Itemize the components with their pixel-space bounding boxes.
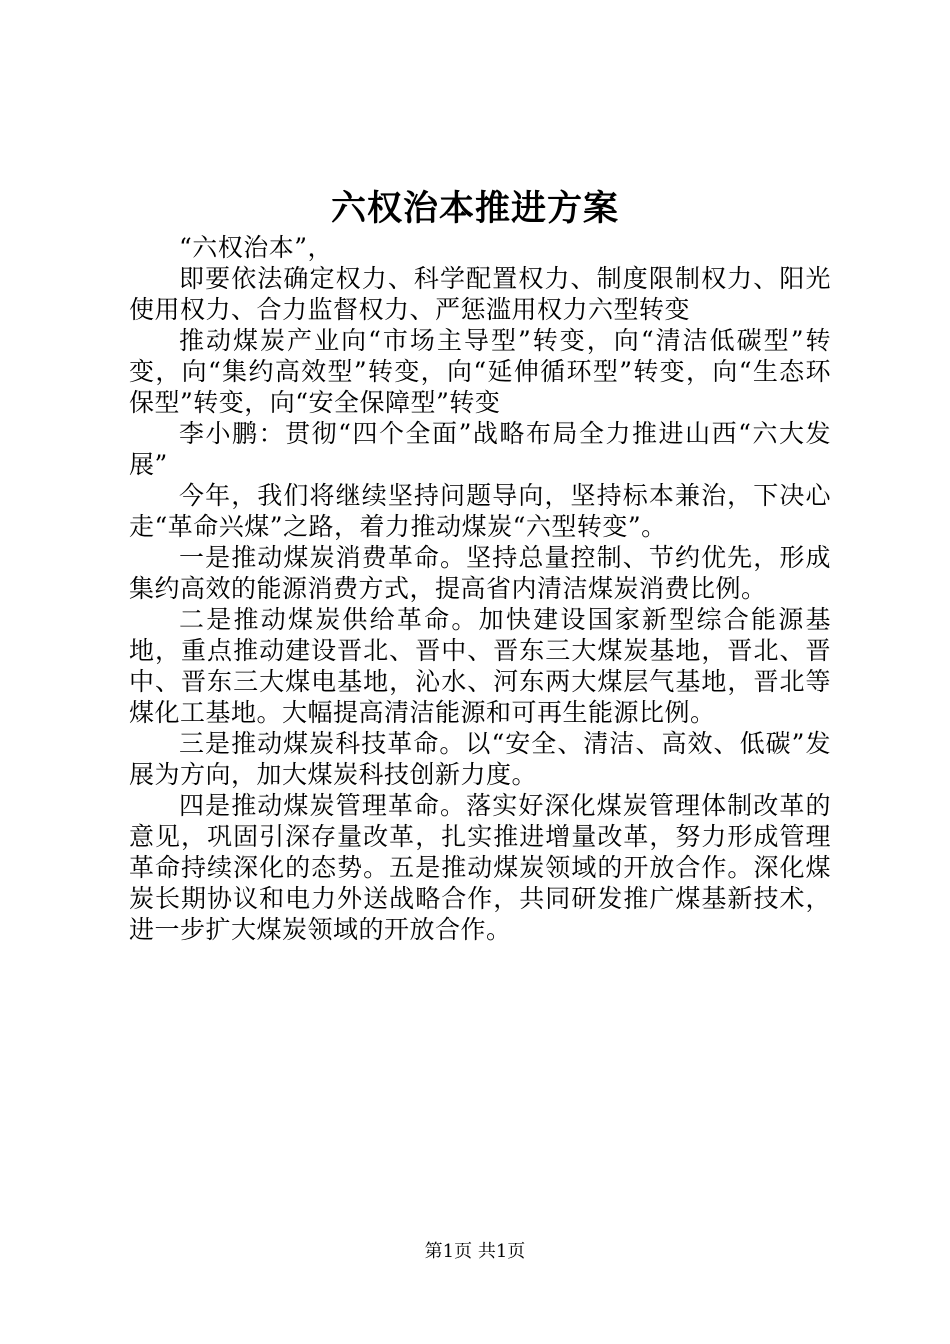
page-footer: 第1页 共1页 (424, 1241, 526, 1262)
paragraph-6: 一是推动煤炭消费革命。坚持总量控制、节约优先，形成集约高效的能源消费方式，提高省内清洁煤炭消费比例。 (129, 543, 831, 603)
document-body (129, 232, 831, 945)
paragraph-8: 三是推动煤炭科技革命。以“安全、清洁、高效、低碳”发展为方向，加大煤炭科技创新力度。 (129, 729, 831, 789)
paragraph-3: 推动煤炭产业向“市场主导型”转变，向“清洁低碳型”转变，向“集约高效型”转变，向“延伸循环型”转变，向“生态环保型”转变，向“安全保障型”转变 (129, 326, 831, 417)
paragraph-2: 即要依法确定权力、科学配置权力、制度限制权力、阳光使用权力、合力监督权力、严惩滥用权力六型转变 (129, 264, 831, 324)
paragraph-5: 今年，我们将继续坚持问题导向，坚持标本兼治，下决心走“革命兴煤”之路，着力推动煤炭“六型转变”。 (129, 481, 831, 541)
document-title: 六权治本推进方案 (330, 188, 619, 229)
paragraph-1: “六权治本”， (179, 233, 334, 262)
paragraph-9: 四是推动煤炭管理革命。落实好深化煤炭管理体制改革的意见，巩固引深存量改革，扎实推进增量改革，努力形成管理革命持续深化的态势。五是推动煤炭领域的开放合作。深化煤炭长期协议和电力外送战略合作，共同研发推广煤基新技术，进一步扩大煤炭领域的开放合作。 (129, 791, 831, 944)
paragraph-7: 二是推动煤炭供给革命。加快建设国家新型综合能源基地，重点推动建设晋北、晋中、晋东三大煤炭基地，晋北、晋中、晋东三大煤电基地，沁水、河东两大煤层气基地，晋北等煤化工基地。大幅提高清洁能源和可再生能源比例。 (129, 605, 831, 727)
paragraph-4: 李小鹏：贯彻“四个全面”战略布局全力推进山西“六大发展” (129, 419, 831, 479)
